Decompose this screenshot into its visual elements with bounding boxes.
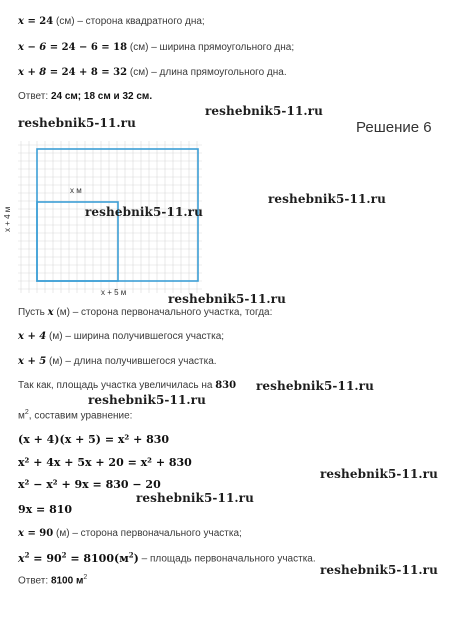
watermark: reshebnik5-11.ru — [136, 491, 254, 505]
answer-label: Ответ: — [18, 575, 51, 587]
text: Пусть — [18, 307, 48, 318]
answer-value: 8100 м — [50, 575, 84, 587]
intro-line — [18, 307, 272, 318]
expr: x − 6 — [18, 42, 47, 53]
expr: x + 5 — [18, 356, 47, 367]
description: (м) – сторона первоначального участка; — [53, 528, 242, 539]
unit: м — [18, 410, 25, 422]
text: Так как, площадь участка увеличилась на — [18, 380, 216, 391]
answer-top — [18, 91, 152, 102]
line-side-square — [18, 16, 205, 27]
description: – длина прямоугольного дна. — [148, 67, 287, 78]
label-left-side: x + 4 м — [3, 206, 12, 232]
label-bottom-side: x + 5 м — [101, 288, 127, 297]
equation-2: x² + 4x + 5x + 20 = x² + 830 — [18, 456, 192, 469]
watermark: reshebnik5-11.ru — [18, 116, 136, 130]
equation-1: (x + 4)(x + 5) = x² + 830 — [18, 433, 170, 446]
area-result-line: $x^2 = 90^2 = 8100(м^2)$ – площадь первоначального участка. — [18, 550, 316, 565]
description: – ширина прямоугольного дна; — [148, 42, 295, 53]
text: (м) – сторона первоначального участка, тогда: — [53, 307, 273, 318]
variable: x — [47, 307, 54, 318]
answer-label: Ответ: — [18, 91, 51, 102]
value: = 8100(м — [66, 551, 129, 565]
line-length-rect — [18, 67, 287, 78]
expr: x + 4 — [18, 331, 47, 342]
watermark: reshebnik5-11.ru — [320, 467, 438, 481]
solution-heading: Решение 6 — [356, 119, 432, 136]
equation-3: x² − x² + 9x = 830 − 20 — [18, 478, 161, 491]
length-line — [18, 356, 217, 367]
unit: (см) — [127, 67, 149, 78]
unit: (см) — [53, 16, 75, 27]
description: – сторона квадратного дна; — [74, 16, 205, 27]
expr-value: = 24 + 8 = 32 — [46, 67, 128, 78]
watermark: reshebnik5-11.ru — [88, 393, 206, 407]
area-value: 830 — [215, 380, 237, 391]
area-unit-line: $м^2$, составим уравнение: — [18, 409, 133, 422]
variable: x — [18, 528, 24, 539]
label-top-side: x м — [70, 186, 82, 195]
area-line — [18, 380, 236, 391]
watermark: reshebnik5-11.ru — [168, 292, 286, 306]
value: = 90 — [29, 551, 62, 565]
line-width-rect — [18, 42, 294, 53]
watermark: reshebnik5-11.ru — [320, 563, 438, 577]
text: , составим уравнение: — [28, 410, 133, 422]
expr-value: = 24 − 6 = 18 — [46, 42, 128, 53]
paren: ) — [133, 551, 139, 565]
watermark: reshebnik5-11.ru — [256, 379, 374, 393]
answer-value: 24 см; 18 см и 32 см. — [50, 91, 153, 102]
width-line — [18, 331, 224, 342]
result-line — [18, 528, 242, 539]
description: (м) – ширина получившегося участка; — [46, 331, 225, 342]
variable: x — [18, 551, 25, 565]
description: – площадь первоначального участка. — [138, 553, 316, 565]
expr-value: = 24 — [23, 16, 54, 27]
equation-4: 9x = 810 — [18, 503, 73, 516]
watermark: reshebnik5-11.ru — [85, 205, 203, 219]
result-value: = 90 — [23, 528, 54, 539]
answer-bottom: Ответ: 8100 $м^2$ — [18, 574, 88, 587]
expr: x + 8 — [18, 67, 47, 78]
unit: (см) — [127, 42, 149, 53]
description: (м) – длина получившегося участка. — [46, 356, 217, 367]
expr: x — [18, 16, 24, 27]
watermark: reshebnik5-11.ru — [268, 192, 386, 206]
watermark: reshebnik5-11.ru — [205, 104, 323, 118]
